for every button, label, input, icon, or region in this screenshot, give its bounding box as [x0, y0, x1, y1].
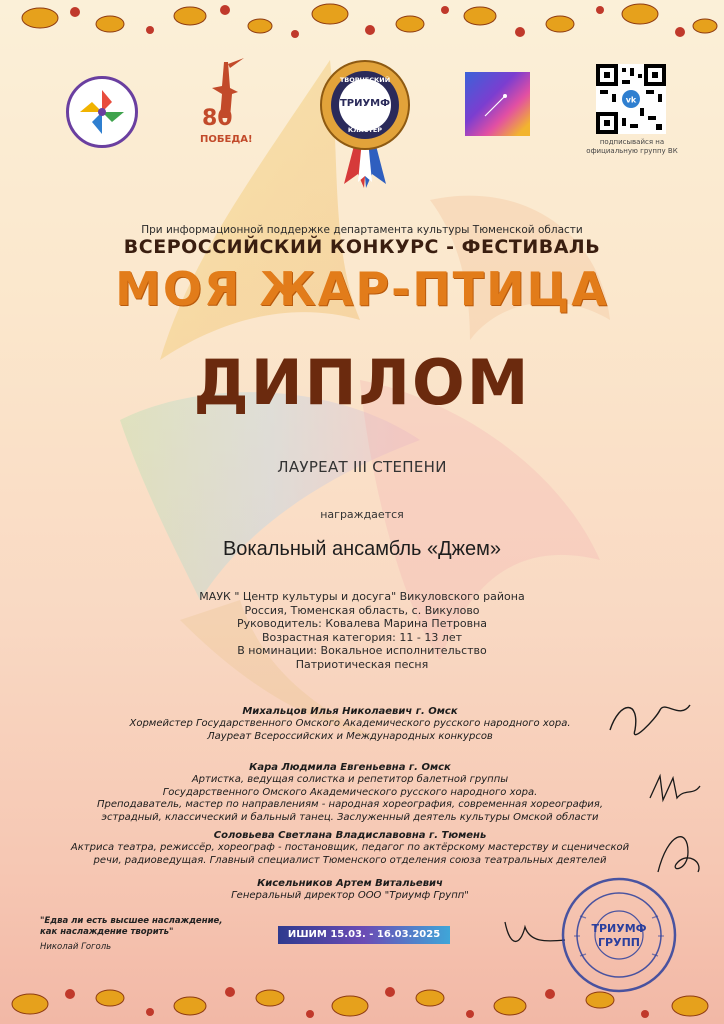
quote-line: "Едва ли есть высшее наслаждение, — [40, 916, 223, 926]
mauk-cultural-center-logo — [66, 76, 138, 148]
jury-name: Кисельников Артем Витальевич — [257, 878, 443, 889]
gogol-quote — [40, 916, 260, 953]
gradient-square-logo — [465, 72, 530, 136]
jury-name: Михальцов Илья Николаевич г. Омск — [242, 706, 458, 717]
signature-1 — [600, 690, 700, 750]
triumf-creative-cluster-logo — [318, 58, 412, 188]
top-floral-border — [0, 0, 724, 60]
laureate-degree: ЛАУРЕАТ III СТЕПЕНИ — [277, 458, 447, 476]
contest-title: ВСЕРОССИЙСКИЙ КОНКУРС - ФЕСТИВАЛЬ — [123, 236, 601, 258]
stamp-text: ТРИУМФ — [591, 922, 647, 935]
stamp-text: ГРУПП — [598, 936, 640, 949]
jury-line: Лауреат Всероссийских и Международных конкурсов — [207, 730, 493, 742]
bottom-floral-border — [0, 954, 724, 1024]
qr-code-icon — [596, 64, 666, 134]
victory-80-number: 80 — [202, 106, 233, 131]
info-line: В номинации: Вокальное исполнительство — [237, 644, 487, 658]
victory-80-logo — [200, 58, 253, 154]
jury-line: эстрадный, классический и бальный танец. Заслуженный деятель культуры Омской области — [101, 811, 599, 823]
qr-caption: подписывайся на официальную группу ВК — [586, 138, 678, 155]
event-dates-badge: ИШИМ 15.03. - 16.03.2025 — [278, 926, 450, 944]
triumf-center-text: ТРИУМФ — [339, 98, 391, 109]
jury-name: Соловьева Светлана Владиславовна г. Тюмень — [213, 830, 487, 841]
support-line: При информационной поддержке департамента культуры Тюменской области — [141, 224, 583, 236]
jury-member — [70, 830, 630, 867]
quote-line: как наслаждение творить" — [40, 927, 174, 937]
signature-3 — [648, 822, 708, 882]
jury-name: Кара Людмила Евгеньевна г. Омск — [249, 762, 451, 773]
jury-line: Генеральный директор ООО "Триумф Групп" — [231, 890, 469, 902]
signature-2 — [645, 768, 705, 808]
svg-text:vk: vk — [625, 95, 637, 105]
participant-info — [0, 590, 724, 672]
triumf-top-text: ТВОРЧЕСКИЙ — [339, 76, 391, 84]
festival-name: МОЯ ЖАР-ПТИЦА — [115, 262, 609, 316]
info-line: Возрастная категория: 11 - 13 лет — [261, 630, 463, 644]
jury-member — [70, 878, 630, 903]
sparkle-icon — [465, 72, 530, 136]
info-line: Патриотическая песня — [295, 657, 429, 671]
info-line: МАУК " Центр культуры и досуга" Викуловского района — [199, 590, 525, 603]
victory-80-caption: ПОБЕДА! — [200, 134, 253, 145]
jury-line: речи, радиоведущая. Главный специалист Тюменского отделения союза театральных деятелей — [93, 854, 607, 866]
pinwheel-icon — [69, 79, 135, 145]
jury-line: Артистка, ведущая солистка и репетитор балетной группы — [191, 774, 509, 786]
jury-line: Актриса театра, режиссёр, хореограф - постановщик, педагог по актёрскому мастерству и сценической — [70, 842, 630, 854]
recipient-name: Вокальный ансамбль «Джем» — [222, 538, 502, 560]
awarded-label: награждается — [320, 508, 404, 521]
jury-line: Хормейстер Государственного Омского Академического русского народного хора. — [129, 718, 571, 730]
jury-line: Преподаватель, мастер по направлениям - народная хореография, современная хореография, — [97, 799, 603, 811]
jury-member — [70, 706, 630, 743]
info-line: Руководитель: Ковалева Марина Петровна — [236, 617, 488, 631]
quote-author: Николай Гоголь — [40, 942, 112, 952]
document-title: ДИПЛОМ — [193, 346, 531, 419]
vk-group-qr-code[interactable] — [596, 64, 666, 134]
jury-member — [70, 762, 630, 824]
info-line: Россия, Тюменская область, с. Викулово — [244, 603, 480, 617]
jury-line: Государственного Омского Академического русского народного хора. — [162, 786, 538, 798]
triumf-bottom-text: КЛАСТЕР — [347, 126, 383, 134]
